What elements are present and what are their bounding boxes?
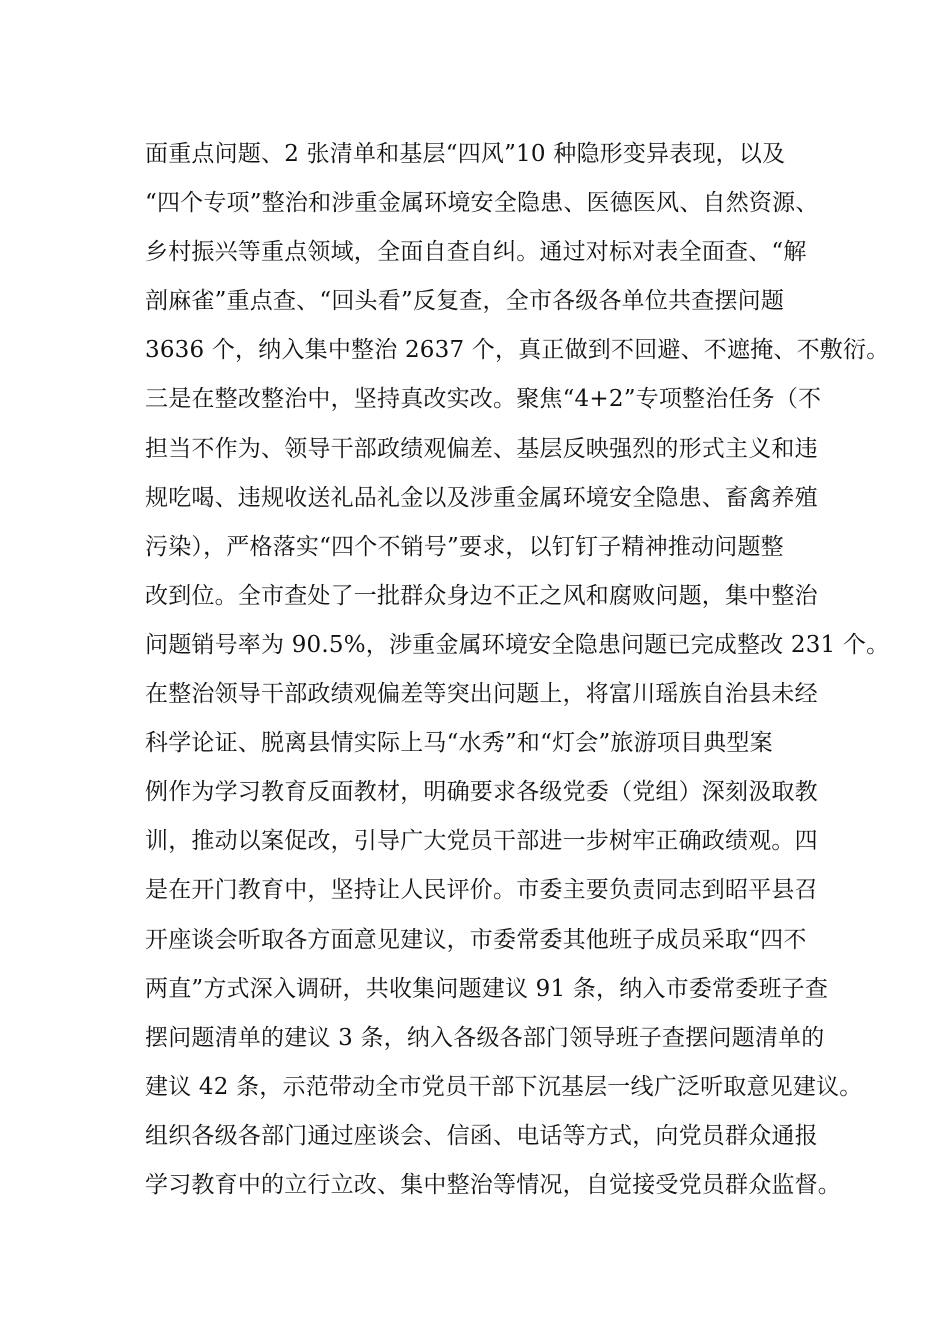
- text-line: 3636 个，纳入集中整治 2637 个，真正做到不回避、不遮掩、不敷衍。: [145, 337, 890, 364]
- text-line: 担当不作为、领导干部政绩观偏差、基层反映强烈的形式主义和违: [145, 435, 818, 462]
- text-line: 是在开门教育中，坚持让人民评价。市委主要负责同志到昭平县召: [145, 877, 818, 904]
- body-text: [145, 130, 890, 1210]
- text-line: 科学论证、脱离县情实际上马“水秀”和“灯会”旅游项目典型案: [145, 730, 773, 757]
- text-line: 开座谈会听取各方面意见建议，市委常委其他班子成员采取“四不: [145, 926, 807, 953]
- text-line: 例作为学习教育反面教材，明确要求各级党委（党组）深刻汲取教: [145, 779, 818, 806]
- text-line: 建议 42 条，示范带动全市党员干部下沉基层一线广泛听取意见建议。: [145, 1073, 863, 1100]
- text-line: 问题销号率为 90.5%，涉重金属环境安全隐患问题已完成整改 231 个。: [145, 631, 890, 658]
- text-line: 乡村振兴等重点领域，全面自查自纠。通过对标对表全面查、“解: [145, 239, 807, 266]
- text-line: 学习教育中的立行立改、集中整治等情况，自觉接受党员群众监督。: [145, 1171, 841, 1198]
- text-line: 在整治领导干部政绩观偏差等突出问题上，将富川瑶族自治县未经: [145, 681, 818, 708]
- text-line: 训，推动以案促改，引导广大党员干部进一步树牢正确政绩观。四: [145, 828, 818, 855]
- text-line: 面重点问题、2 张清单和基层“四风”10 种隐形变异表现，以及: [145, 141, 786, 167]
- text-line: 改到位。全市查处了一批群众身边不正之风和腐败问题，集中整治: [145, 582, 818, 609]
- text-line: 摆问题清单的建议 3 条，纳入各级各部门领导班子查摆问题清单的: [145, 1024, 825, 1051]
- text-line: 污染），严格落实“四个不销号”要求，以钉钉子精神推动问题整: [145, 533, 784, 560]
- text-line: 两直”方式深入调研，共收集问题建议 91 条，纳入市委常委班子查: [145, 975, 829, 1002]
- text-line: 剖麻雀”重点查、“回头看”反复查，全市各级各单位共查摆问题: [145, 288, 785, 315]
- text-line: 组织各级各部门通过座谈会、信函、电话等方式，向党员群众通报: [145, 1122, 818, 1149]
- text-line: “四个专项”整治和涉重金属环境安全隐患、医德医风、自然资源、: [145, 190, 819, 217]
- text-line: 规吃喝、违规收送礼品礼金以及涉重金属环境安全隐患、畜禽养殖: [145, 484, 818, 511]
- text-line: 三是在整改整治中，坚持真改实改。聚焦“4+2”专项整治任务（不: [145, 386, 822, 413]
